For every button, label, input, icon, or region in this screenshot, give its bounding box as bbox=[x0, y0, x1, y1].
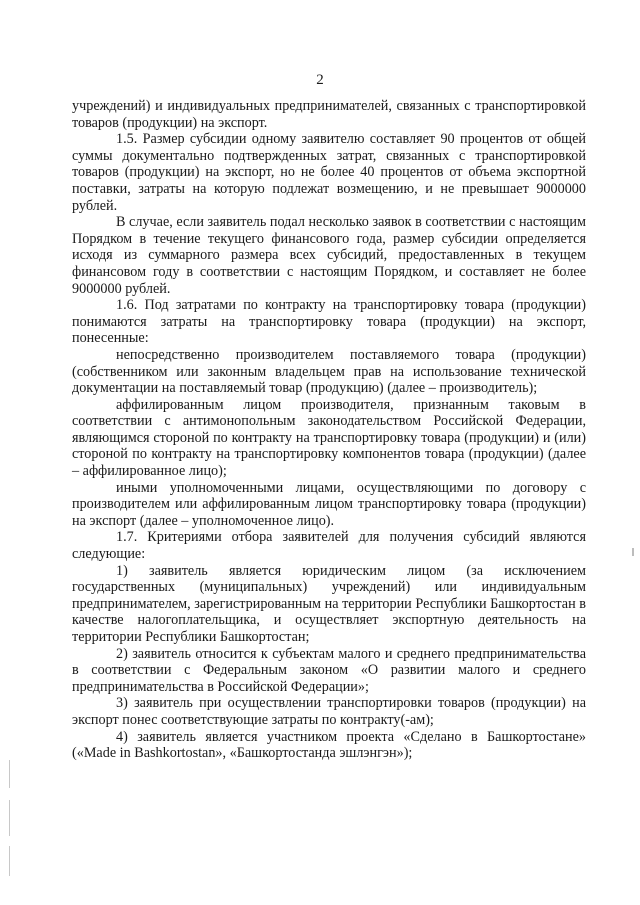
scan-margin-mark bbox=[9, 760, 10, 788]
criterion-2: 2) заявитель относится к субъектам малого и среднего предпринимательства в соответствии с Федеральным законом «О развитии малого и среднего предпринимательства в Российской Федерации»; bbox=[72, 645, 586, 695]
paragraph-multiple-applications: В случае, если заявитель подал несколько заявок в соответствии с настоящим Порядком в течение текущего финансового года, размер субсидии определяется исходя из суммарного размера всех субсидий, предоставленных в текущем финансовом году в соответствии с настоящим Порядком, и составляет не более 9000000 рублей. bbox=[72, 214, 586, 297]
paragraph-1-5: 1.5. Размер субсидии одному заявителю составляет 90 процентов от общей суммы документально подтвержденных затрат, связанных с транспортировкой товаров (продукции) на экспорт, но не более 40 процентов от объема экспортной поставки, затраты на которую подлежат возмещению, и не превышает 9000000 рублей. bbox=[72, 131, 586, 214]
paragraph-authorized-person: иными уполномоченными лицами, осуществляющими по договору с производителем или аффилированным лицом транспортировку товара (продукции) на экспорт (далее – уполномоченное лицо). bbox=[72, 479, 586, 529]
paragraph-1-7: 1.7. Критериями отбора заявителей для получения субсидий являются следующие: bbox=[72, 529, 586, 563]
scan-margin-mark bbox=[9, 800, 10, 836]
paragraph-producer: непосредственно производителем поставляемого товара (продукции) (собственником или законным владельцем прав на использование технической документации на поставляемый товар (продукцию) (далее – производитель); bbox=[72, 346, 586, 397]
scan-margin-mark bbox=[9, 846, 10, 876]
criterion-1: 1) заявитель является юридическим лицом (за исключением государственных (муниципальных) учреждений) или индивидуальным предпринимателем, зарегистрированным на территории Республики Башкортостан в качестве налогоплательщика, и осуществляет экспортную деятельность на территории Республики Башкортостан; bbox=[72, 562, 586, 645]
scan-edge-mark bbox=[632, 548, 634, 556]
criterion-3: 3) заявитель при осуществлении транспортировки товаров (продукции) на экспорт понес соответствующие затраты по контракту(-ам); bbox=[72, 695, 586, 728]
document-body bbox=[72, 98, 586, 762]
criterion-4: 4) заявитель является участником проекта «Сделано в Башкортостане» («Made in Bashkortostan», «Башкортостанда эшлэнгэн»); bbox=[72, 728, 586, 762]
paragraph-affiliated-person: аффилированным лицом производителя, признанным таковым в соответствии с антимонопольным законодательством Российской Федерации, являющимся стороной по контракту на транспортировку товара (продукции) и (или) стороной по контракту на транспортировку компонентов товара (продукции) (далее – аффилированное лицо); bbox=[72, 396, 586, 480]
paragraph-continuation: учреждений) и индивидуальных предпринимателей, связанных с транспортировкой товаров (продукции) на экспорт. bbox=[72, 98, 586, 131]
paragraph-1-6: 1.6. Под затратами по контракту на транспортировку товара (продукции) понимаются затраты на транспортировку товара (продукции) на экспорт, понесенные: bbox=[72, 297, 586, 347]
page-number: 2 bbox=[316, 72, 324, 88]
